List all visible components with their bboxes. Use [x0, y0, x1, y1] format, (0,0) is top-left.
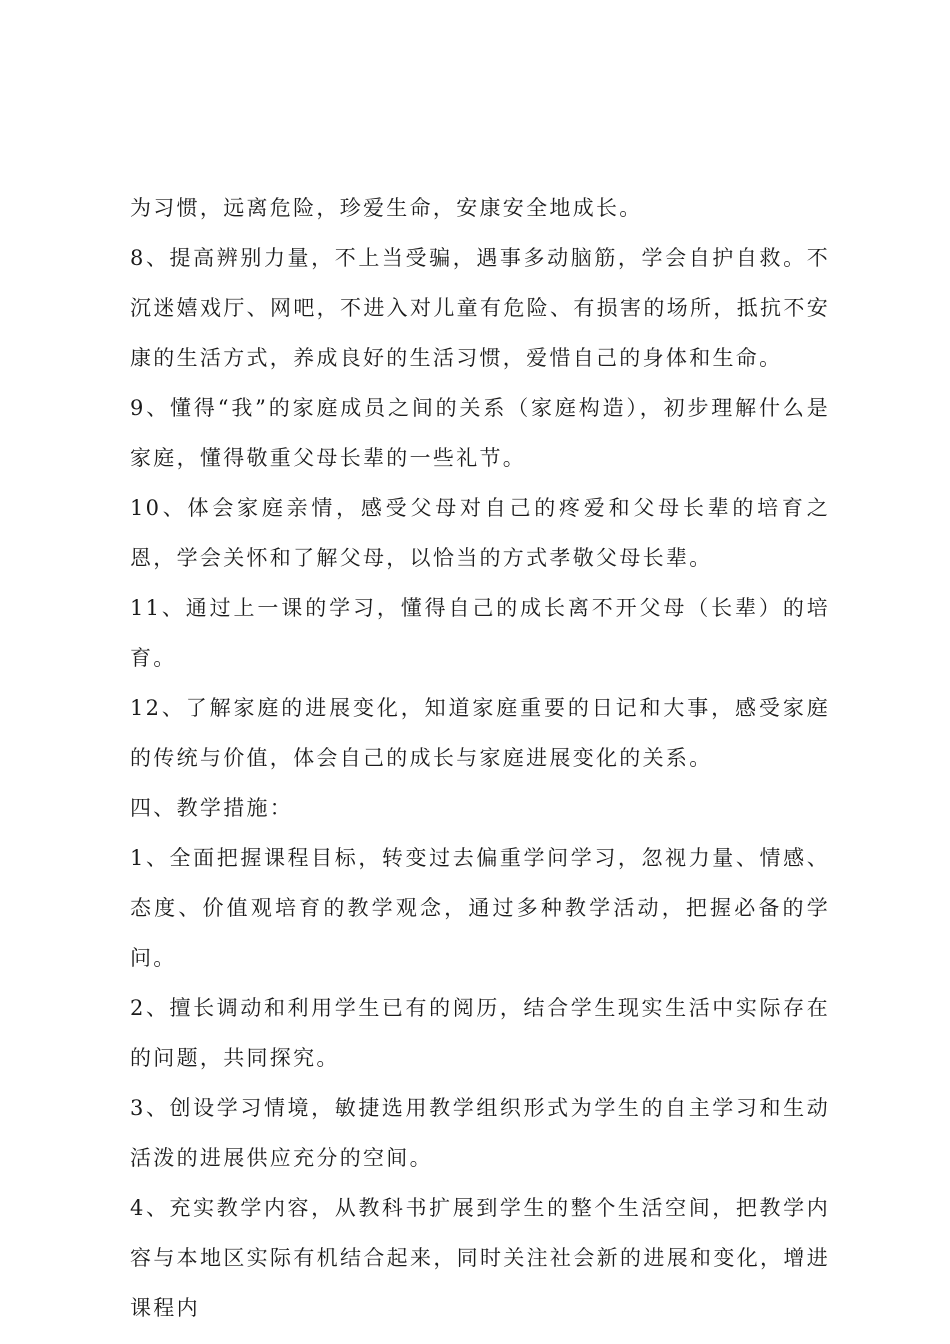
- paragraph-continuation: 为习惯，远离危险，珍爱生命，安康安全地成长。: [130, 196, 643, 220]
- document-body: [130, 183, 830, 1333]
- paragraph-item-8: 8、提高辨别力量，不上当受骗，遇事多动脑筋，学会自护自救。不沉迷嬉戏厅、网吧，不进入对儿童有危险、有损害的场所，抵抗不安康的生活方式，养成良好的生活习惯，爱惜自己的身体和生命。: [130, 246, 830, 370]
- paragraph-item-12: 12、了解家庭的进展变化，知道家庭重要的日记和大事，感受家庭的传统与价值，体会自己的成长与家庭进展变化的关系。: [130, 696, 830, 770]
- measure-item-1: 1、全面把握课程目标，转变过去偏重学问学习，忽视力量、情感、态度、价值观培育的教学观念，通过多种教学活动，把握必备的学问。: [130, 846, 830, 970]
- measure-item-3: 3、创设学习情境，敏捷选用教学组织形式为学生的自主学习和生动活泼的进展供应充分的空间。: [130, 1096, 830, 1170]
- paragraph-item-11: 11、通过上一课的学习，懂得自己的成长离不开父母（长辈）的培育。: [130, 596, 830, 670]
- section-heading: 四、教学措施：: [130, 796, 294, 820]
- paragraph-item-9: 9、懂得“我”的家庭成员之间的关系（家庭构造），初步理解什么是家庭，懂得敬重父母长辈的一些礼节。: [130, 396, 830, 470]
- paragraph-item-10: 10、体会家庭亲情，感受父母对自己的疼爱和父母长辈的培育之恩，学会关怀和了解父母，以恰当的方式孝敬父母长辈。: [130, 496, 830, 570]
- measure-item-2: 2、擅长调动和利用学生已有的阅历，结合学生现实生活中实际存在的问题，共同探究。: [130, 996, 830, 1070]
- measure-item-4: 4、充实教学内容，从教科书扩展到学生的整个生活空间，把教学内容与本地区实际有机结合起来，同时关注社会新的进展和变化，增进课程内: [130, 1196, 830, 1320]
